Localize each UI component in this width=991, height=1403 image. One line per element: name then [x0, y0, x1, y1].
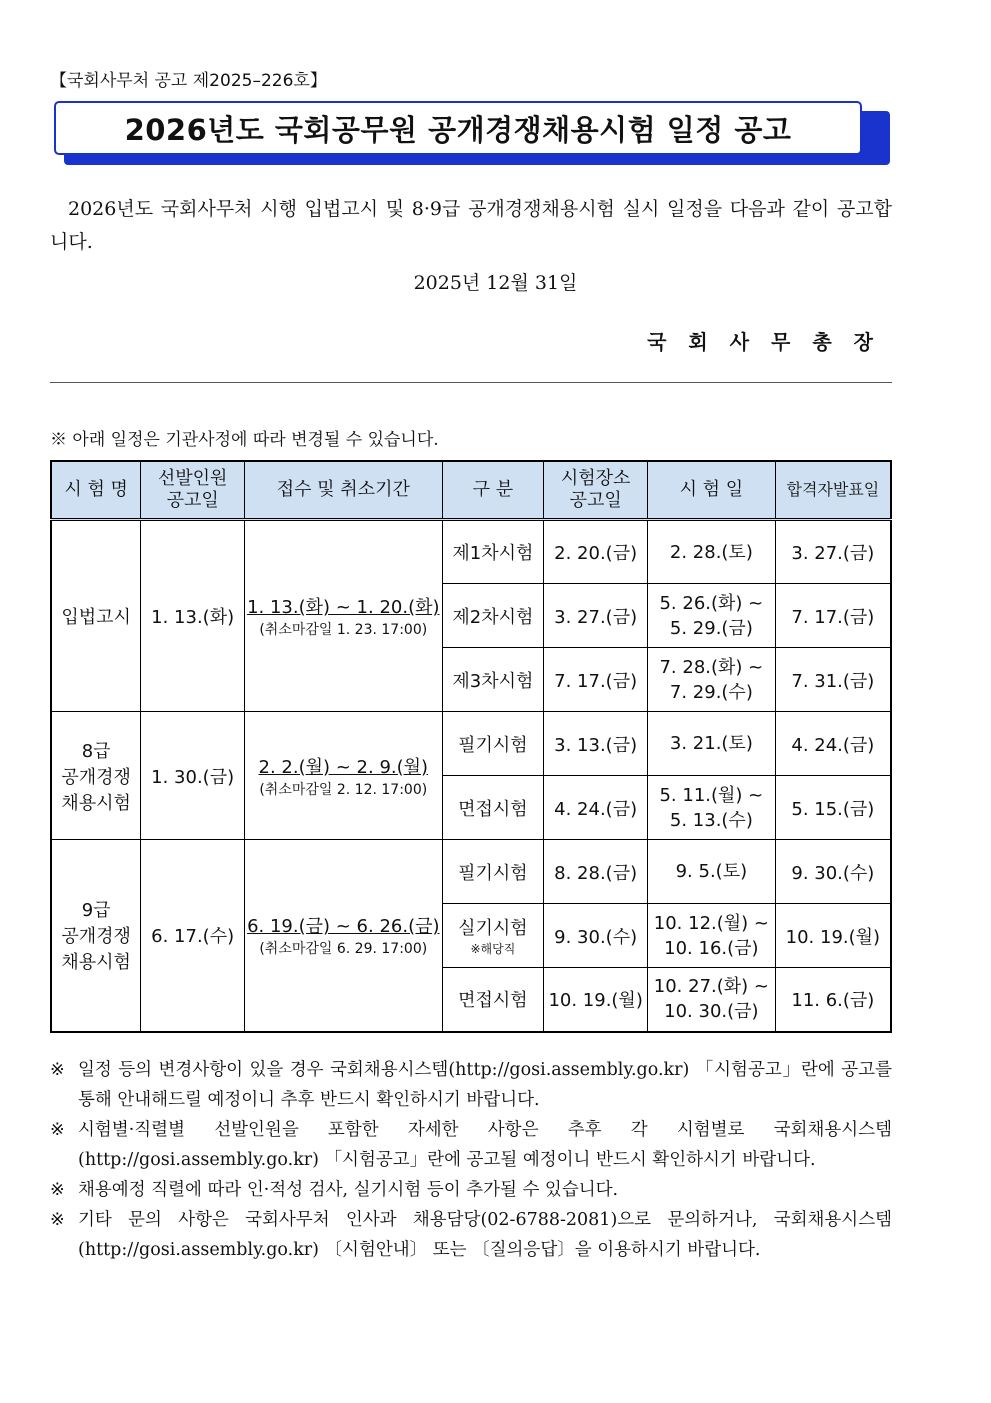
- header-announce-line1: 선발인원: [157, 468, 228, 489]
- category-cell: [442, 776, 544, 840]
- cancel-deadline: (취소마감일 2. 12. 17:00): [259, 781, 428, 798]
- result-date-cell: 10. 19.(월): [775, 904, 891, 968]
- category-cell: [442, 584, 544, 648]
- note-text: 일정 등의 변경사항이 있을 경우 국회채용시스템(http://gosi.assembly.go.kr) 「시험공고」란에 공고를 통해 안내해드릴 예정이니 추후 반드시 확인하시기 바랍니다.: [78, 1060, 892, 1110]
- header-apply-period: 접수 및 취소기간: [245, 461, 443, 520]
- category-label: 실기시험: [458, 918, 528, 939]
- exam-date-line2: 10. 30.(금): [664, 1001, 759, 1023]
- note-item: [50, 1175, 892, 1205]
- exam-date-cell: [648, 712, 776, 776]
- exam-date-cell: [648, 776, 776, 840]
- exam-date-cell: [648, 840, 776, 904]
- venue-date-cell: 10. 19.(월): [544, 968, 648, 1032]
- exam-name-line: 8급: [81, 740, 111, 762]
- header-announce-line2: 공고일: [166, 490, 219, 511]
- exam-date-line2: 7. 29.(수): [669, 681, 753, 703]
- table-header-row: [51, 461, 891, 520]
- category-cell: [442, 712, 544, 776]
- note-mark: ※: [50, 1210, 65, 1230]
- exam-date-line1: 3. 21.(토): [669, 733, 753, 754]
- header-category: 구 분: [442, 461, 544, 520]
- header-exam-name: 시 험 명: [51, 461, 141, 520]
- exam-date-line2: 5. 13.(수): [669, 809, 753, 831]
- category-cell: [442, 840, 544, 904]
- header-venue: [544, 461, 648, 520]
- schedule-change-note: ※ 아래 일정은 기관사정에 따라 변경될 수 있습니다.: [50, 430, 439, 450]
- table-row: [51, 840, 891, 904]
- notes-section: [50, 1055, 892, 1265]
- exam-date-line1: 7. 28.(화) ~: [659, 656, 764, 678]
- apply-period: 2. 2.(월) ~ 2. 9.(월): [258, 756, 429, 778]
- exam-date-line1: 9. 5.(토): [675, 861, 748, 882]
- exam-name-line: 9급: [81, 900, 111, 922]
- announcement-date: 2025년 12월 31일: [413, 272, 578, 294]
- exam-name-line: 공개경쟁: [61, 926, 131, 948]
- announce-date-cell: 6. 17.(수): [141, 840, 245, 1032]
- note-text: 시험별·직렬별 선발인원을 포함한 자세한 사항은 추후 각 시험별로 국회채용시스템(http://gosi.assembly.go.kr) 「시험공고」란에 공고될 예정이니 반드시 확인하시기 바랍니다.: [78, 1120, 892, 1170]
- exam-date-cell: [648, 648, 776, 712]
- category-label: 제3차시험: [452, 670, 534, 692]
- exam-date-line1: 10. 27.(화) ~: [653, 976, 769, 998]
- category-cell: [442, 904, 544, 968]
- intro-paragraph: 2026년도 국회사무처 시행 입법고시 및 8·9급 공개경쟁채용시험 실시 일정을 다음과 같이 공고합니다.: [50, 198, 892, 253]
- header-announce: [141, 461, 245, 520]
- note-mark: ※: [50, 1060, 65, 1080]
- note-text: 채용예정 직렬에 따라 인·적성 검사, 실기시험 등이 추가될 수 있습니다.: [78, 1180, 619, 1200]
- exam-name-line: 채용시험: [61, 792, 131, 814]
- header-result-date: 합격자발표일: [775, 461, 891, 520]
- page-title: 2026년도 국회공무원 공개경쟁채용시험 일정 공고: [124, 112, 792, 147]
- category-cell: [442, 520, 544, 584]
- apply-period-cell: [245, 520, 443, 712]
- divider: [50, 382, 892, 383]
- result-date-cell: 3. 27.(금): [775, 520, 891, 584]
- category-label: 제1차시험: [452, 543, 534, 564]
- note-item: [50, 1055, 892, 1115]
- exam-name-cell: [51, 712, 141, 840]
- header-exam-date: 시 험 일: [648, 461, 776, 520]
- category-label: 면접시험: [458, 990, 528, 1012]
- category-note: ※해당직: [470, 942, 516, 956]
- exam-date-line1: 2. 28.(토): [669, 541, 753, 563]
- apply-period-cell: [245, 840, 443, 1032]
- category-label: 면접시험: [458, 798, 528, 820]
- venue-date-cell: 3. 27.(금): [544, 584, 648, 648]
- category-label: 제2차시험: [452, 606, 534, 628]
- exam-date-line2: 10. 16.(금): [664, 937, 759, 959]
- signatory: 국회사무총장: [647, 330, 895, 354]
- category-cell: [442, 648, 544, 712]
- category-cell: [442, 968, 544, 1032]
- note-item: [50, 1115, 892, 1175]
- exam-date-cell: [648, 520, 776, 584]
- venue-date-cell: 9. 30.(수): [544, 904, 648, 968]
- cancel-deadline: (취소마감일 1. 23. 17:00): [259, 622, 428, 638]
- apply-period-cell: [245, 712, 443, 840]
- venue-date-cell: 7. 17.(금): [544, 648, 648, 712]
- venue-date-cell: 8. 28.(금): [544, 840, 648, 904]
- result-date-cell: 7. 31.(금): [775, 648, 891, 712]
- schedule-table: [50, 460, 892, 1033]
- apply-period: 1. 13.(화) ~ 1. 20.(화): [247, 597, 440, 618]
- title-box: [54, 101, 862, 155]
- exam-date-line2: 5. 29.(금): [669, 617, 753, 639]
- exam-name-cell: [51, 520, 141, 712]
- announce-date-cell: 1. 13.(화): [141, 520, 245, 712]
- result-date-cell: 7. 17.(금): [775, 584, 891, 648]
- note-mark: ※: [50, 1180, 65, 1200]
- exam-name-cell: [51, 840, 141, 1032]
- exam-date-cell: [648, 968, 776, 1032]
- apply-period: 6. 19.(금) ~ 6. 26.(금): [247, 916, 440, 938]
- result-date-cell: 5. 15.(금): [775, 776, 891, 840]
- notice-number: 【국회사무처 공고 제2025–226호】: [50, 71, 327, 91]
- exam-date-line1: 5. 11.(월) ~: [659, 784, 764, 806]
- note-text: 기타 문의 사항은 국회사무처 인사과 채용담당(02-6788-2081)으로 문의하거나, 국회채용시스템 (http://gosi.assembly.go.kr) 〔시험안내〕 또는 〔질의응답〕을 이용하시기 바랍니다.: [78, 1210, 892, 1260]
- venue-date-cell: 4. 24.(금): [544, 776, 648, 840]
- result-date-cell: 11. 6.(금): [775, 968, 891, 1032]
- exam-date-cell: [648, 904, 776, 968]
- venue-date-cell: 2. 20.(금): [544, 520, 648, 584]
- table-body: [51, 520, 891, 1032]
- exam-name-line: 채용시험: [61, 952, 131, 974]
- cancel-deadline: (취소마감일 6. 29. 17:00): [259, 941, 428, 958]
- exam-date-line1: 10. 12.(월) ~: [653, 912, 769, 934]
- table-row: [51, 712, 891, 776]
- exam-name-line: 입법고시: [61, 607, 131, 628]
- header-venue-line2: 공고일: [569, 490, 622, 511]
- table-row: [51, 520, 891, 584]
- header-venue-line1: 시험장소: [560, 468, 631, 489]
- announce-date-cell: 1. 30.(금): [141, 712, 245, 840]
- note-mark: ※: [50, 1120, 65, 1140]
- exam-name-line: 공개경쟁: [61, 766, 131, 788]
- category-label: 필기시험: [458, 862, 528, 884]
- venue-date-cell: 3. 13.(금): [544, 712, 648, 776]
- exam-date-cell: [648, 584, 776, 648]
- exam-date-line1: 5. 26.(화) ~: [659, 592, 764, 614]
- result-date-cell: 4. 24.(금): [775, 712, 891, 776]
- category-label: 필기시험: [458, 734, 528, 756]
- result-date-cell: 9. 30.(수): [775, 840, 891, 904]
- note-item: [50, 1205, 892, 1265]
